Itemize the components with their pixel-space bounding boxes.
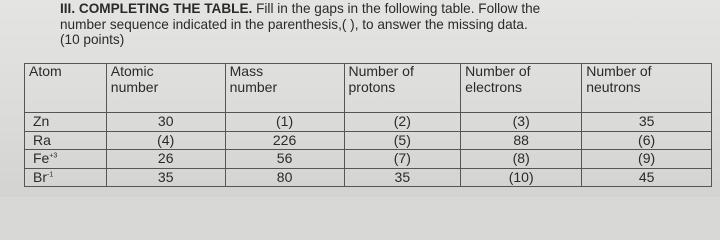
cell-neutrons: 45 — [582, 168, 712, 187]
cell-atomic-number: 35 — [106, 168, 225, 187]
table-row — [25, 113, 712, 132]
cell-electrons: (10) — [461, 168, 582, 187]
cell-atom: $Br^{-1}$ — [25, 168, 107, 187]
cell-mass-number: 226 — [225, 131, 344, 150]
cell-atom: Ra — [25, 131, 107, 150]
instructions-text-1: Fill in the gaps in the following table. Follow the — [256, 1, 541, 16]
header-atom: Atom — [25, 64, 107, 113]
cell-electrons: 88 — [461, 131, 582, 150]
instructions-line-1 — [60, 1, 710, 17]
cell-atomic-number: 30 — [106, 113, 225, 132]
header-neutrons: Number of neutrons — [582, 64, 712, 113]
header-atomic-number: Atomic number — [106, 64, 225, 113]
cell-atom: Zn — [25, 113, 107, 132]
table-row — [25, 168, 712, 187]
cell-neutrons: 35 — [582, 113, 712, 132]
cell-electrons: (3) — [461, 113, 582, 132]
section-title: III. COMPLETING THE TABLE. — [60, 1, 253, 16]
cell-protons: (5) — [344, 131, 461, 150]
cell-protons: 35 — [344, 168, 461, 187]
cell-protons: (7) — [344, 150, 461, 169]
cell-neutrons: (9) — [582, 150, 712, 169]
instructions-block — [60, 1, 710, 48]
cell-neutrons: (6) — [582, 131, 712, 150]
cell-mass-number: (1) — [225, 113, 344, 132]
table-row — [25, 131, 712, 150]
cell-atom: $Fe^{+3}$ — [25, 150, 107, 169]
header-protons: Number of protons — [344, 64, 461, 113]
header-electrons: Number of electrons — [461, 64, 582, 113]
cell-atomic-number: 26 — [106, 150, 225, 169]
header-mass-number: Mass number — [225, 64, 344, 113]
cell-electrons: (8) — [461, 150, 582, 169]
table-header-row — [25, 64, 712, 113]
cell-mass-number: 56 — [225, 150, 344, 169]
instructions-text-2: number sequence indicated in the parenthesis,( ), to answer the missing data. — [60, 16, 528, 32]
cell-protons: (2) — [344, 113, 461, 132]
cell-mass-number: 80 — [225, 168, 344, 187]
table-row — [25, 150, 712, 169]
points-label: (10 points) — [60, 32, 125, 47]
atom-table — [24, 63, 712, 187]
cell-atomic-number: (4) — [106, 131, 225, 150]
